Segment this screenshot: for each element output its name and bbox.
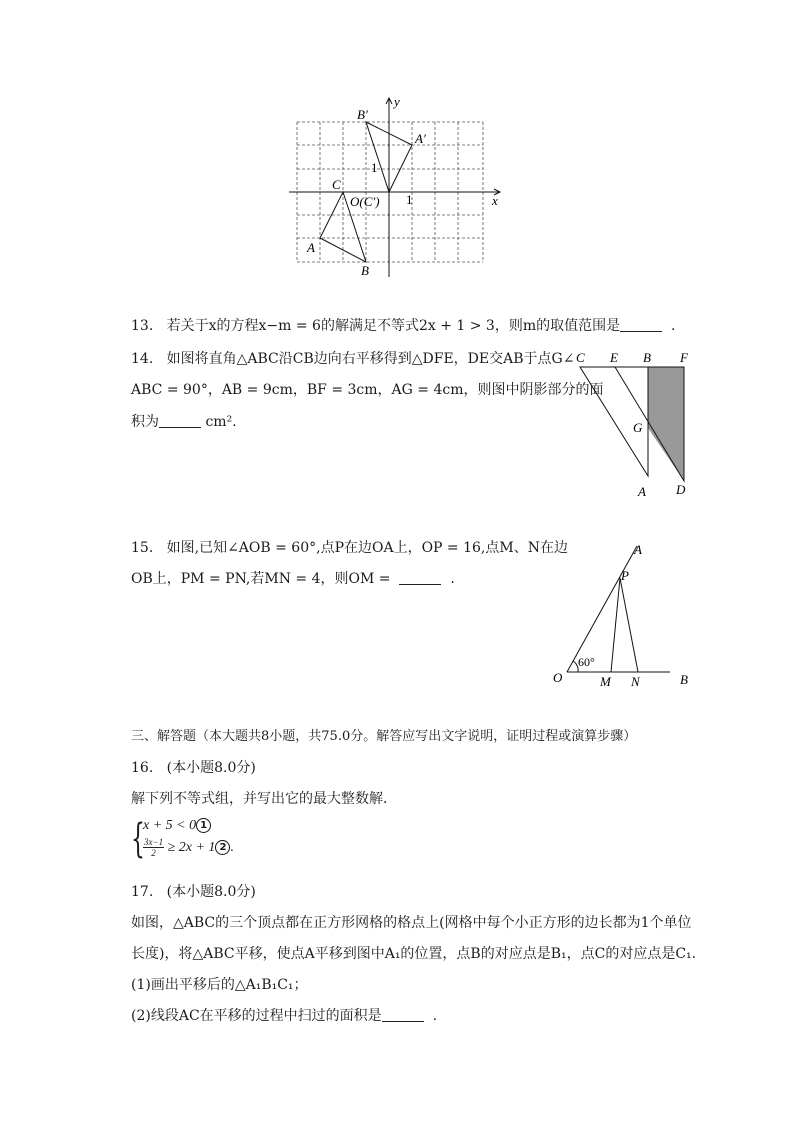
- section-heading: 三、解答题（本大题共8小题，共75.0分。解答应写出文字说明，证明过程或演算步骤）: [131, 729, 637, 744]
- question-14-line-1: [131, 349, 574, 369]
- inequality-2: [143, 837, 234, 859]
- question-17-sub-2: [131, 1006, 437, 1026]
- question-17-line-2: 长度)，将△ABC平移，使点A平移到图中A₁的位置，点B的对应点是B₁，点C的对应点是C₁.: [131, 946, 697, 962]
- question-end: .: [432, 1008, 438, 1024]
- inequality-text: ≥ 2x + 1: [167, 840, 216, 855]
- question-16-prompt: 解下列不等式组，并写出它的最大整数解．: [131, 791, 397, 807]
- question-17-sub-1: (1)画出平移后的△A₁B₁C₁；: [131, 977, 308, 993]
- question-end: .: [671, 318, 676, 334]
- question-score: (本小题8.0分): [166, 884, 256, 900]
- question-text: (2)线段AC在平移的过程中扫过的面积是: [131, 1008, 382, 1024]
- label-a-prime: A′: [415, 131, 426, 146]
- label-y-axis: y: [394, 94, 400, 109]
- label-n: N: [631, 674, 640, 689]
- question-14-line-2: ABC = 90°，AB = 9cm，BF = 3cm，AG = 4cm，则图中阴影部分的面: [131, 382, 604, 398]
- figure-coordinate-grid: [285, 92, 510, 282]
- question-17-line-1: 如图，△ABC的三个顶点都在正方形网格的格点上(网格中每个小正方形的边长都为1个单位: [131, 915, 692, 931]
- unit-text: cm².: [205, 414, 237, 430]
- label-g: G: [633, 420, 643, 435]
- label-p: P: [621, 568, 629, 583]
- question-16-header: [131, 758, 256, 778]
- label-m: M: [600, 674, 611, 689]
- label-e: E: [610, 350, 618, 365]
- figure-angle-aob: [548, 540, 698, 690]
- label-x-axis: x: [492, 193, 498, 208]
- label-unit-x: 1: [406, 192, 413, 207]
- label-d: D: [676, 482, 686, 497]
- question-text: 如图,已知∠AOB = 60°,点P在边OA上，OP = 16,点M、N在边: [166, 540, 568, 556]
- label-b: B: [680, 672, 688, 687]
- inequality-1: [143, 817, 211, 835]
- label-b: B: [643, 350, 651, 365]
- answer-blank[interactable]: [159, 413, 201, 428]
- fraction-numerator: 3x−1: [144, 837, 164, 848]
- label-b: B: [361, 263, 369, 278]
- label-o: O: [553, 670, 563, 685]
- question-text: 积为: [131, 414, 159, 430]
- inequality-text: x + 5 < 0: [143, 818, 197, 833]
- fraction-denominator: 2: [151, 848, 156, 859]
- label-c: C: [576, 350, 585, 365]
- answer-blank[interactable]: [620, 317, 662, 332]
- brace-icon: {: [131, 816, 145, 862]
- question-number: 13.: [131, 318, 154, 334]
- question-number: 16.: [131, 760, 154, 776]
- question-13: [131, 316, 675, 336]
- label-a: A: [634, 542, 642, 557]
- figure-translated-triangles: [570, 346, 695, 506]
- question-end: .: [450, 571, 455, 587]
- question-17-header: [131, 882, 256, 902]
- question-14-line-3: [131, 412, 237, 432]
- circled-number-icon: 1: [196, 818, 211, 833]
- question-15-line-1: [131, 538, 568, 558]
- label-angle-60: 60°: [578, 655, 595, 669]
- label-f: F: [680, 350, 688, 365]
- label-b-prime: B′: [357, 107, 368, 122]
- question-number: 17.: [131, 884, 154, 900]
- label-origin: O(C′): [350, 194, 380, 209]
- label-a: A: [638, 484, 646, 499]
- circled-number-icon: 2: [215, 840, 230, 855]
- question-text: 如图将直角△ABC沿CB边向右平移得到△DFE，DE交AB于点G∠: [166, 351, 575, 367]
- answer-blank[interactable]: [382, 1007, 424, 1022]
- question-text: OB上，PM = PN,若MN = 4，则OM =: [131, 571, 391, 587]
- question-number: 14.: [131, 351, 154, 367]
- label-unit-y: 1: [371, 160, 378, 175]
- question-number: 15.: [131, 540, 154, 556]
- equation-end: .: [230, 840, 234, 855]
- label-a: A: [307, 240, 315, 255]
- label-c: C: [332, 177, 341, 192]
- answer-blank[interactable]: [399, 570, 441, 585]
- question-15-line-2: [131, 569, 455, 589]
- question-score: (本小题8.0分): [166, 760, 256, 776]
- fraction: [143, 837, 164, 858]
- question-text: 若关于x的方程x−m = 6的解满足不等式2x + 1 > 3，则m的取值范围是: [166, 318, 621, 334]
